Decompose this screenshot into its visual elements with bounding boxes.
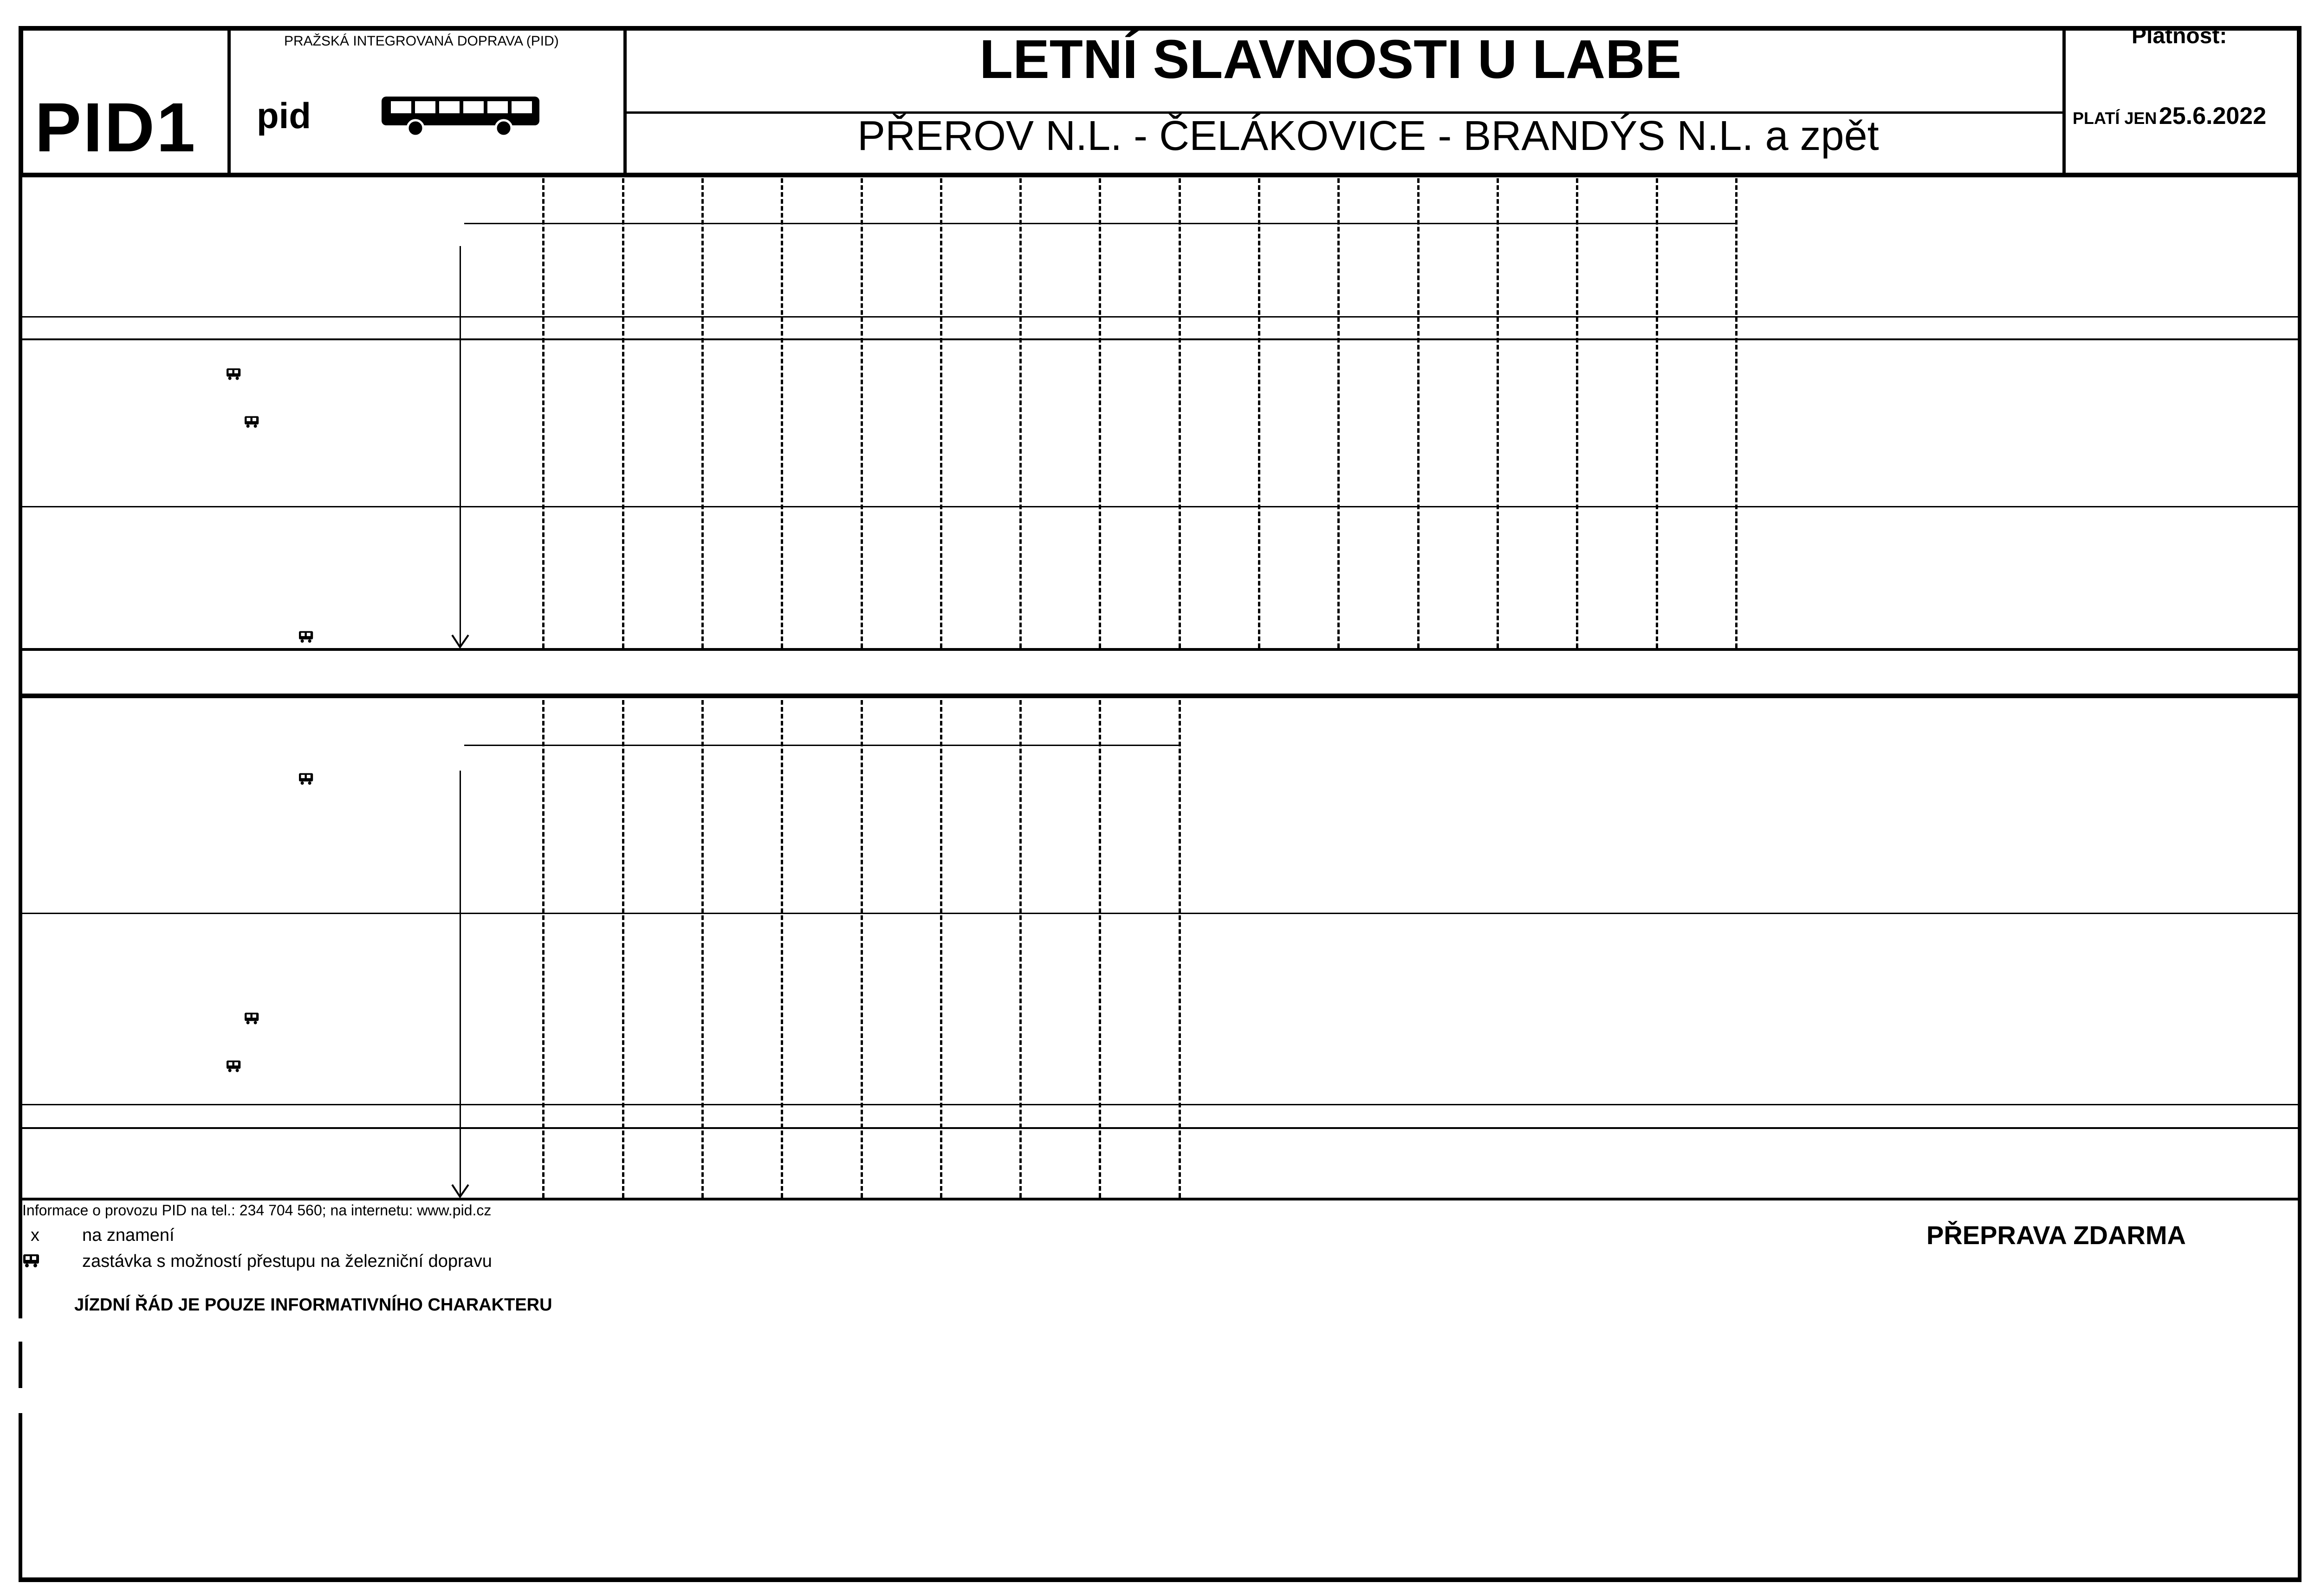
bus-icon	[381, 93, 543, 139]
column-separator	[781, 700, 783, 1198]
header-bottom-border	[19, 173, 2302, 177]
legend-train-icon	[22, 1252, 41, 1269]
table1-bottom-border	[19, 648, 2302, 651]
page-bottom-border	[19, 1577, 2302, 1582]
header-divider-2	[623, 26, 627, 177]
header-divider-1	[227, 26, 231, 177]
train-icon	[298, 772, 315, 786]
column-separator	[1497, 178, 1499, 648]
row-separator	[22, 506, 2298, 507]
column-separator	[622, 700, 624, 1198]
brand-logo: pid	[257, 95, 311, 136]
operator-small: PRAŽSKÁ INTEGROVANÁ DOPRAVA (PID)	[284, 33, 559, 49]
column-separator	[1019, 178, 1022, 648]
legend-x-symbol: x	[31, 1226, 39, 1245]
column-separator	[1576, 178, 1578, 648]
table2-right-border	[2298, 696, 2302, 1582]
table1-left-border	[19, 177, 22, 695]
validity-prefix: PLATÍ JEN	[2073, 109, 2157, 128]
direction-arrow-line	[460, 771, 461, 1197]
column-separator	[940, 178, 942, 648]
column-separator	[701, 700, 704, 1198]
row-separator	[22, 913, 2298, 914]
column-separator	[622, 178, 624, 648]
column-separator	[542, 178, 545, 648]
table2-bottom-border	[19, 1198, 2302, 1200]
column-separator	[1337, 178, 1340, 648]
direction-arrow-head	[451, 1184, 470, 1198]
column-separator	[1099, 700, 1101, 1198]
row-separator	[22, 338, 2298, 340]
page-title: LETNÍ SLAVNOSTI U LABE	[979, 29, 1682, 90]
validity-date: 25.6.2022	[2159, 103, 2267, 130]
row-separator	[22, 1127, 2298, 1129]
column-separator	[1099, 178, 1101, 648]
header-left-border	[19, 26, 23, 177]
route-title: PŘEROV N.L. - ČELÁKOVICE - BRANDÝS N.L. a zpět	[857, 113, 1879, 159]
validity-text	[2073, 102, 2266, 130]
legend-x-text: na znamení	[82, 1226, 175, 1245]
column-separator	[1179, 178, 1181, 648]
column-separator	[1019, 700, 1022, 1198]
column-separator	[861, 700, 863, 1198]
column-separator	[940, 700, 942, 1198]
legend-train-text: zastávka s možností přestupu na železniční dopravu	[82, 1252, 492, 1271]
vehicle-header-underline	[464, 745, 1180, 746]
line-code: PID1	[35, 88, 197, 166]
column-separator	[701, 178, 704, 648]
column-separator	[1417, 178, 1420, 648]
train-icon	[225, 1059, 243, 1074]
column-separator	[861, 178, 863, 648]
left-edge-fragment-1	[19, 1342, 22, 1388]
column-separator	[542, 700, 545, 1198]
left-edge-fragment-2	[19, 1413, 22, 1582]
train-icon	[243, 1011, 261, 1026]
direction-arrow-head	[451, 634, 470, 648]
free-transport: PŘEPRAVA ZDARMA	[1926, 1220, 2186, 1250]
informative-note: JÍZDNÍ ŘÁD JE POUZE INFORMATIVNÍHO CHARAKTERU	[74, 1295, 552, 1315]
column-separator	[781, 178, 783, 648]
info-line: Informace o provozu PID na tel.: 234 704 560; na internetu: www.pid.cz	[22, 1202, 492, 1219]
header-divider-3	[2062, 26, 2066, 177]
row-separator	[22, 316, 2298, 318]
column-separator	[1735, 178, 1738, 648]
section-divider	[19, 694, 2302, 698]
column-separator	[1656, 178, 1658, 648]
train-icon	[298, 629, 315, 644]
direction-arrow-line	[460, 246, 461, 647]
row-separator	[22, 1104, 2298, 1105]
train-icon	[243, 415, 261, 429]
train-icon	[225, 367, 243, 382]
validity-label: Platnost:	[2132, 24, 2227, 48]
table2-left-border	[19, 696, 22, 1318]
column-separator	[1179, 700, 1181, 1198]
column-separator	[1258, 178, 1260, 648]
table1-right-border	[2298, 177, 2302, 695]
header-right-border	[2297, 26, 2302, 177]
